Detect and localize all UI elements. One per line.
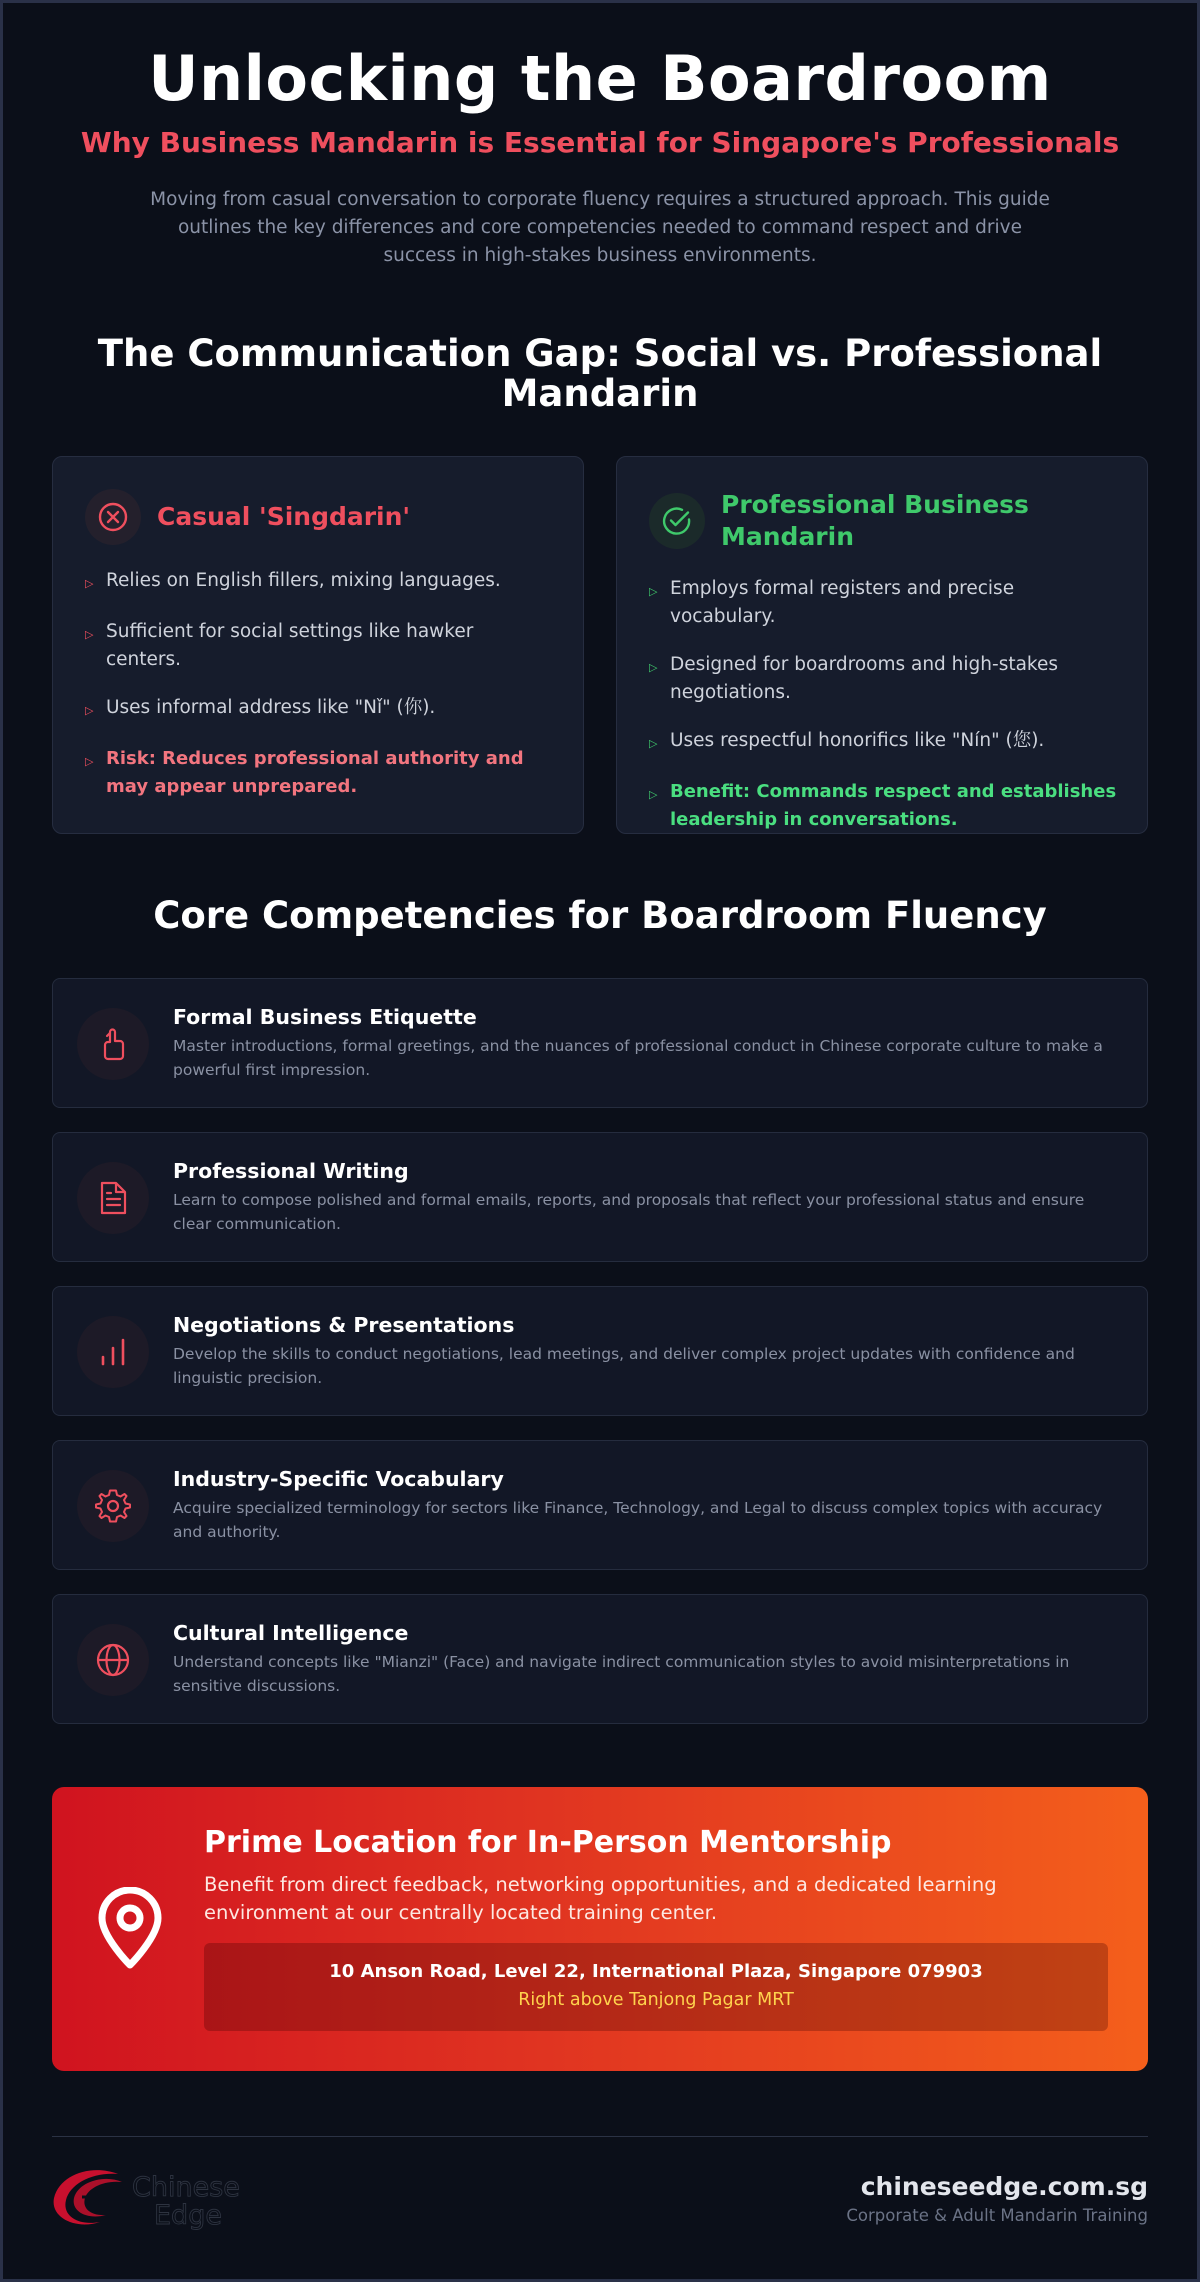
address-text: 10 Anson Road, Level 22, International Plaza, Singapore 079903: [329, 1961, 983, 1982]
triangle-bullet-icon: ▷: [649, 788, 658, 801]
competency-card-vocabulary: [52, 1440, 1148, 1570]
document-icon: [77, 1162, 149, 1234]
casual-card-title: Casual 'Singdarin': [157, 502, 411, 531]
triangle-bullet-icon: ▷: [85, 704, 94, 717]
professional-card: [616, 456, 1148, 834]
triangle-bullet-icon: ▷: [649, 661, 658, 674]
list-item: ▷ Sufficient for social settings like hawker centers.: [85, 618, 553, 674]
intro-description: Moving from casual conversation to corporate fluency requires a structured approach. This guide outlines the key differences and core competencies needed to command respect and drive success in high-stakes business environments.: [150, 189, 1050, 266]
address-box: [204, 1943, 1108, 2031]
logo-text-line1: Chinese: [132, 2172, 240, 2203]
location-banner: [52, 1787, 1148, 2071]
competency-card-culture: [52, 1594, 1148, 1724]
competencies-title: Core Competencies for Boardroom Fluency: [153, 894, 1047, 937]
x-circle-icon: [85, 489, 141, 545]
check-circle-icon: [649, 493, 705, 549]
chinese-edge-logo: [52, 2160, 282, 2240]
gap-section-title: [60, 334, 1140, 414]
triangle-bullet-icon: ▷: [649, 585, 658, 598]
competency-description: Master introductions, formal greetings, and the nuances of professional conduct in Chinese corporate culture to make a powerful first impression.: [173, 1037, 1103, 1079]
competency-title: Cultural Intelligence: [173, 1621, 409, 1645]
address-note: Right above Tanjong Pagar MRT: [518, 1990, 794, 2010]
competency-title: Formal Business Etiquette: [173, 1005, 477, 1029]
triangle-bullet-icon: ▷: [85, 628, 94, 641]
competency-description: Learn to compose polished and formal emails, reports, and proposals that reflect your professional status and ensure clear communication.: [173, 1191, 1085, 1233]
gear-icon: [77, 1470, 149, 1542]
casual-points: [85, 567, 553, 821]
competency-title: Industry-Specific Vocabulary: [173, 1467, 504, 1491]
page-subtitle: Why Business Mandarin is Essential for Singapore's Professionals: [80, 126, 1120, 159]
competency-description: Understand concepts like "Mianzi" (Face) and navigate indirect communication styles to avoid misinterpretations in sensitive discussions.: [173, 1653, 1070, 1695]
list-item: ▷ Uses informal address like "Nǐ" (你).: [85, 694, 553, 725]
benefit-item: ▷ Benefit: Commands respect and establishes leadership in conversations.: [649, 778, 1117, 834]
triangle-bullet-icon: ▷: [85, 577, 94, 590]
competency-card-etiquette: [52, 978, 1148, 1108]
list-item: ▷ Uses respectful honorifics like "Nín" (您).: [649, 727, 1117, 758]
professional-points: [649, 575, 1117, 854]
list-item: ▷ Designed for boardrooms and high-stakes negotiations.: [649, 651, 1117, 707]
page-title: Unlocking the Boardroom: [148, 42, 1052, 115]
casual-card: [52, 456, 584, 834]
gap-section-title-line1: The Communication Gap: Social vs. Professional: [97, 332, 1103, 375]
casual-card-header: [85, 489, 410, 545]
competency-card-writing: [52, 1132, 1148, 1262]
competency-description: Acquire specialized terminology for sectors like Finance, Technology, and Legal to discuss complex topics with accuracy and authority.: [173, 1499, 1103, 1541]
handshake-icon: [77, 1008, 149, 1080]
professional-card-title: Professional Business Mandarin: [721, 490, 1029, 551]
professional-card-header: [649, 489, 1051, 553]
website-link[interactable]: chineseedge.com.sg: [860, 2172, 1148, 2201]
logo-text-line2: Edge: [154, 2200, 222, 2231]
competency-description: Develop the skills to conduct negotiations, lead meetings, and deliver complex project updates with confidence and linguistic precision.: [173, 1345, 1075, 1387]
competency-title: Negotiations & Presentations: [173, 1313, 515, 1337]
footer-tagline: Corporate & Adult Mandarin Training: [846, 2206, 1148, 2225]
competency-title: Professional Writing: [173, 1159, 409, 1183]
triangle-bullet-icon: ▷: [85, 755, 94, 768]
competency-card-negotiations: [52, 1286, 1148, 1416]
gap-section-title-line2: Mandarin: [501, 372, 699, 415]
risk-item: ▷ Risk: Reduces professional authority and may appear unprepared.: [85, 745, 553, 801]
location-description: Benefit from direct feedback, networking opportunities, and a dedicated learning environment at our centrally located training center.: [204, 1873, 997, 1924]
globe-icon: [77, 1624, 149, 1696]
location-title: Prime Location for In-Person Mentorship: [204, 1825, 892, 1860]
bar-chart-icon: [77, 1316, 149, 1388]
triangle-bullet-icon: ▷: [649, 737, 658, 750]
list-item: ▷ Relies on English fillers, mixing languages.: [85, 567, 553, 598]
map-pin-icon: [96, 1887, 164, 1975]
list-item: ▷ Employs formal registers and precise vocabulary.: [649, 575, 1117, 631]
footer-divider: [52, 2136, 1148, 2137]
